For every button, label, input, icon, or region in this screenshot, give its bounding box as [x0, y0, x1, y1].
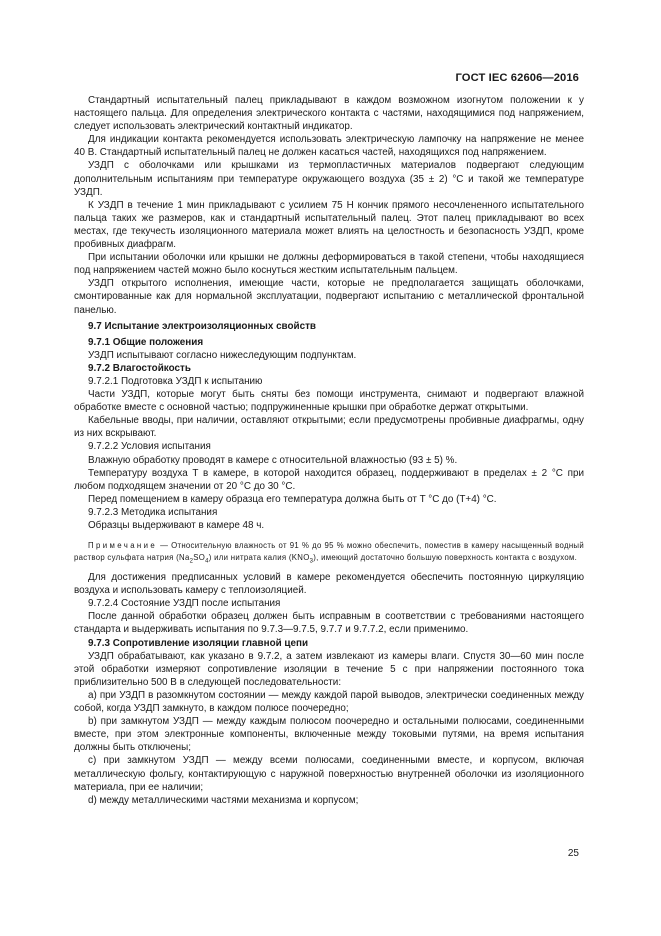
paragraph: К УЗДП в течение 1 мин прикладывают с усилием 75 Н кончик прямого несочлененного испытательного пальца таких же размеров, как и стандартный испытательный палец. Этот палец прикладывают во всех местах, где текучесть изоляционного материала может влиять на целостность и безопасность УЗДП, кроме пробивных диафрагм.	[74, 199, 584, 251]
paragraph: Температуру воздуха T в камере, в которой находится образец, поддерживают в пределах ± 2 °С при любом подходящем значении от 20 °С до 30 °С.	[74, 467, 584, 492]
paragraph: Влажную обработку проводят в камере с относительной влажностью (93 ± 5) %.	[88, 454, 458, 466]
page-body	[74, 94, 584, 807]
paragraph: 9.7.2.4 Состояние УЗДП после испытания	[88, 598, 281, 610]
paragraph: 9.7.2.1 Подготовка УЗДП к испытанию	[88, 375, 263, 387]
page-number: 25	[567, 848, 579, 859]
paragraph: После данной обработки образец должен быть исправным в соответствии с требованиями настоящего стандарта и выдерживать испытания по 9.7.3—9.7.5, 9.7.7 и 9.7.7.2, если применимо.	[74, 611, 584, 636]
paragraph: Для достижения предписанных условий в камере рекомендуется обеспечить постоянную циркуляцию воздуха и использовать камеру с теплоизоляцией.	[74, 572, 584, 597]
paragraph: УЗДП открытого исполнения, имеющие части, которые не предполагается защищать оболочками, смонтированные как для нормальной эксплуатации, подвергают испытанию с металлической фронтальной панелью.	[74, 278, 584, 316]
paragraph: Кабельные вводы, при наличии, оставляют открытыми; если предусмотрены пробивные диафрагмы, одну из них вскрывают.	[74, 415, 584, 440]
note-paragraph: Примечание — Относительную влажность от 91 % до 95 % можно обеспечить, поместив в камеру насыщенный водный раствор сульфата натрия $(Na_2SO_4)$ или нитрата калия $(KNO_3)$, имеющий достаточно большую поверхность контакта с воздухом.	[74, 541, 584, 565]
paragraph: c) при замкнутом УЗДП — между всеми полюсами, соединенными вместе, и корпусом, включая металлическую фольгу, контактирующую с наружной поверхностью внутренней оболочки из изоляционного материала, при ее наличии;	[74, 755, 584, 793]
section-heading: 9.7 Испытание электроизоляционных свойств	[88, 320, 317, 332]
paragraph: Для индикации контакта рекомендуется использовать электрическую лампочку на напряжение не менее 40 В. Стандартный испытательный палец не должен касаться частей, находящихся под напряжением.	[74, 134, 584, 159]
section-heading: 9.7.1 Общие положения	[88, 336, 204, 348]
paragraph: При испытании оболочки или крышки не должны деформироваться в такой степени, чтобы находящиеся под напряжением частей можно было коснуться жестким испытательным пальцем.	[74, 252, 584, 277]
section-heading: 9.7.2 Влагостойкость	[88, 362, 191, 374]
note-label: Примечание	[88, 541, 158, 551]
paragraph: d) между металлическими частями механизма и корпусом;	[88, 794, 359, 806]
paragraph: b) при замкнутом УЗДП — между каждым полюсом поочередно и остальными полюсами, соединенными вместе, при этом электронные компоненты, включенные между токовыми путями, на время испытания должны быть отключены;	[74, 716, 584, 754]
paragraph: Части УЗДП, которые могут быть сняты без помощи инструмента, снимают и подвергают влажной обработке вместе с основной частью; подпружиненные крышки при обработке держат открытыми.	[74, 389, 584, 414]
paragraph: Перед помещением в камеру образца его температура должна быть от T °С до (T+4) °С.	[88, 493, 497, 505]
standard-header: ГОСТ IEC 62606—2016	[455, 72, 579, 84]
paragraph: 9.7.2.2 Условия испытания	[88, 441, 211, 453]
text-block-1	[74, 94, 584, 532]
paragraph: a) при УЗДП в разомкнутом состоянии — между каждой парой выводов, электрически соединенных между собой, когда УЗДП замкнуто, в каждом полюсе поочередно;	[74, 689, 584, 715]
paragraph: УЗДП обрабатывают, как указано в 9.7.2, а затем извлекают из камеры влаги. Спустя 30—60 мин после этой обработки измеряют сопротивление изоляции в течение 5 с при напряжении постоянного тока приблизительно 500 В в следующей последовательности:	[74, 650, 584, 688]
paragraph: 9.7.2.3 Методика испытания	[88, 506, 218, 518]
section-heading: 9.7.3 Сопротивление изоляции главной цепи	[88, 637, 309, 649]
paragraph: Образцы выдерживают в камере 48 ч.	[88, 520, 265, 531]
text-block-2	[74, 571, 584, 807]
paragraph: УЗДП испытывают согласно нижеследующим подпунктам.	[88, 349, 357, 361]
paragraph: УЗДП с оболочками или крышками из термопластичных материалов подвергают следующим дополнительным испытаниям при температуре окружающего воздуха (35 ± 2) °С и такой же температуре УЗДП.	[74, 160, 584, 198]
paragraph: Стандартный испытательный палец прикладывают в каждом возможном изогнутом положении к у настоящего пальца. Для определения электрического контакта с частями, находящимися под напряжением, следует использовать электрический контактный индикатор.	[74, 95, 584, 133]
